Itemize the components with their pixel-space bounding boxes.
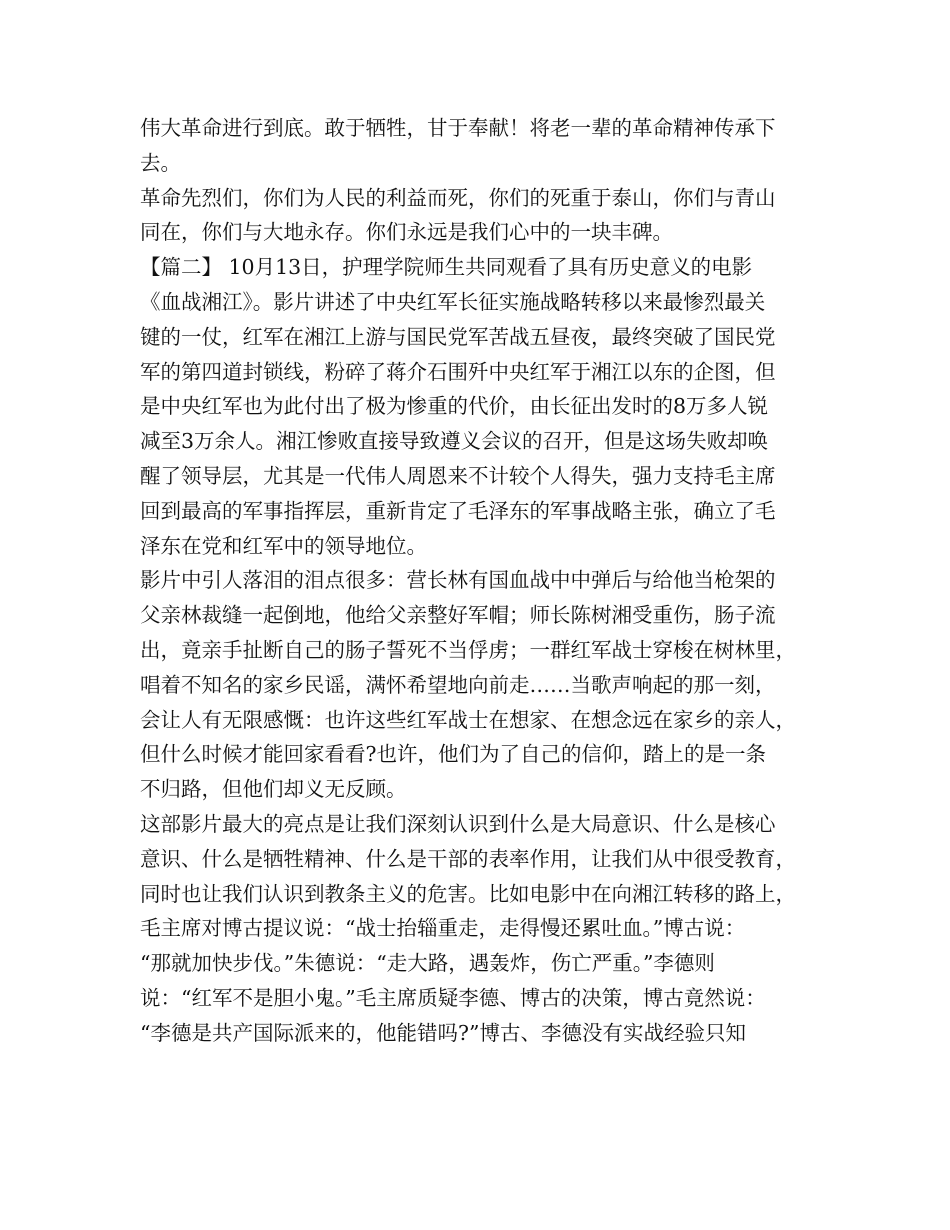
text-line: 但什么时候才能回家看看?也许，他们为了自己的信仰，踏上的是一条 (140, 742, 766, 767)
text-line: 说：“红军不是胆小鬼。”毛主席质疑李德、博古的决策，博古竟然说： (140, 985, 766, 1010)
text-line: 军的第四道封锁线，粉碎了蒋介石围歼中央红军于湘江以东的企图，但 (140, 359, 776, 384)
text-line: 减至3万余人。湘江惨败直接导致遵义会议的召开，但是这场失败却唤 (140, 429, 769, 454)
text-line: 同时也让我们认识到教条主义的危害。比如电影中在向湘江转移的路上， (140, 881, 796, 906)
text-line: 意识、什么是牺牲精神、什么是干部的表率作用，让我们从中很受教育， (140, 846, 796, 871)
text-line: 父亲林裁缝一起倒地，他给父亲整好军帽；师长陈树湘受重伤，肠子流 (140, 603, 776, 628)
text-line: 出，竟亲手扯断自己的肠子誓死不当俘虏；一群红军战士穿梭在树林里， (140, 637, 796, 662)
text-line: 会让人有无限感慨：也许这些红军战士在想家、在想念远在家乡的亲人， (140, 707, 796, 732)
text-line: 不归路，但他们却义无反顾。 (140, 777, 407, 802)
text-line: 回到最高的军事指挥层，重新肯定了毛泽东的军事战略主张，确立了毛 (140, 498, 776, 523)
text-line: 唱着不知名的家乡民谣，满怀希望地向前走……当歌声响起的那一刻， (140, 672, 776, 697)
text-line: “李德是共产国际派来的，他能错吗?”博古、李德没有实战经验只知 (140, 1020, 746, 1045)
text-line: 同在，你们与大地永存。你们永远是我们心中的一块丰碑。 (140, 220, 673, 245)
text-line: 这部影片最大的亮点是让我们深刻认识到什么是大局意识、什么是核心 (140, 811, 776, 836)
section-heading-line: 【篇二】 10月13日，护理学院师生共同观看了具有历史意义的电影 (140, 255, 753, 280)
text-line: “那就加快步伐。”朱德说：“走大路，遇轰炸，伤亡严重。”李德则 (140, 951, 715, 976)
text-line: 伟大革命进行到底。敢于牺牲，甘于奉献！将老一辈的革命精神传承下 (140, 116, 776, 140)
text-line: 去。 (140, 150, 181, 175)
text-line: 泽东在党和红军中的领导地位。 (140, 533, 427, 558)
text-line: 键的一仗，红军在湘江上游与国民党军苦战五昼夜，最终突破了国民党 (140, 324, 776, 349)
text-line: 革命先烈们，你们为人民的利益而死，你们的死重于泰山，你们与青山 (140, 185, 776, 210)
text-line: 是中央红军也为此付出了极为惨重的代价，由长征出发时的8万多人锐 (140, 394, 769, 419)
text-line: 《血战湘江》。影片讲述了中央红军长征实施战略转移以来最惨烈最关 (140, 289, 766, 314)
text-line: 影片中引人落泪的泪点很多：营长林有国血战中中弹后与给他当枪架的 (140, 568, 776, 593)
text-line: 醒了领导层，尤其是一代伟人周恩来不计较个人得失，强力支持毛主席 (140, 463, 776, 488)
text-line: 毛主席对博古提议说：“战士抬辎重走，走得慢还累吐血。”博古说： (140, 916, 746, 941)
document-body (140, 111, 820, 1051)
